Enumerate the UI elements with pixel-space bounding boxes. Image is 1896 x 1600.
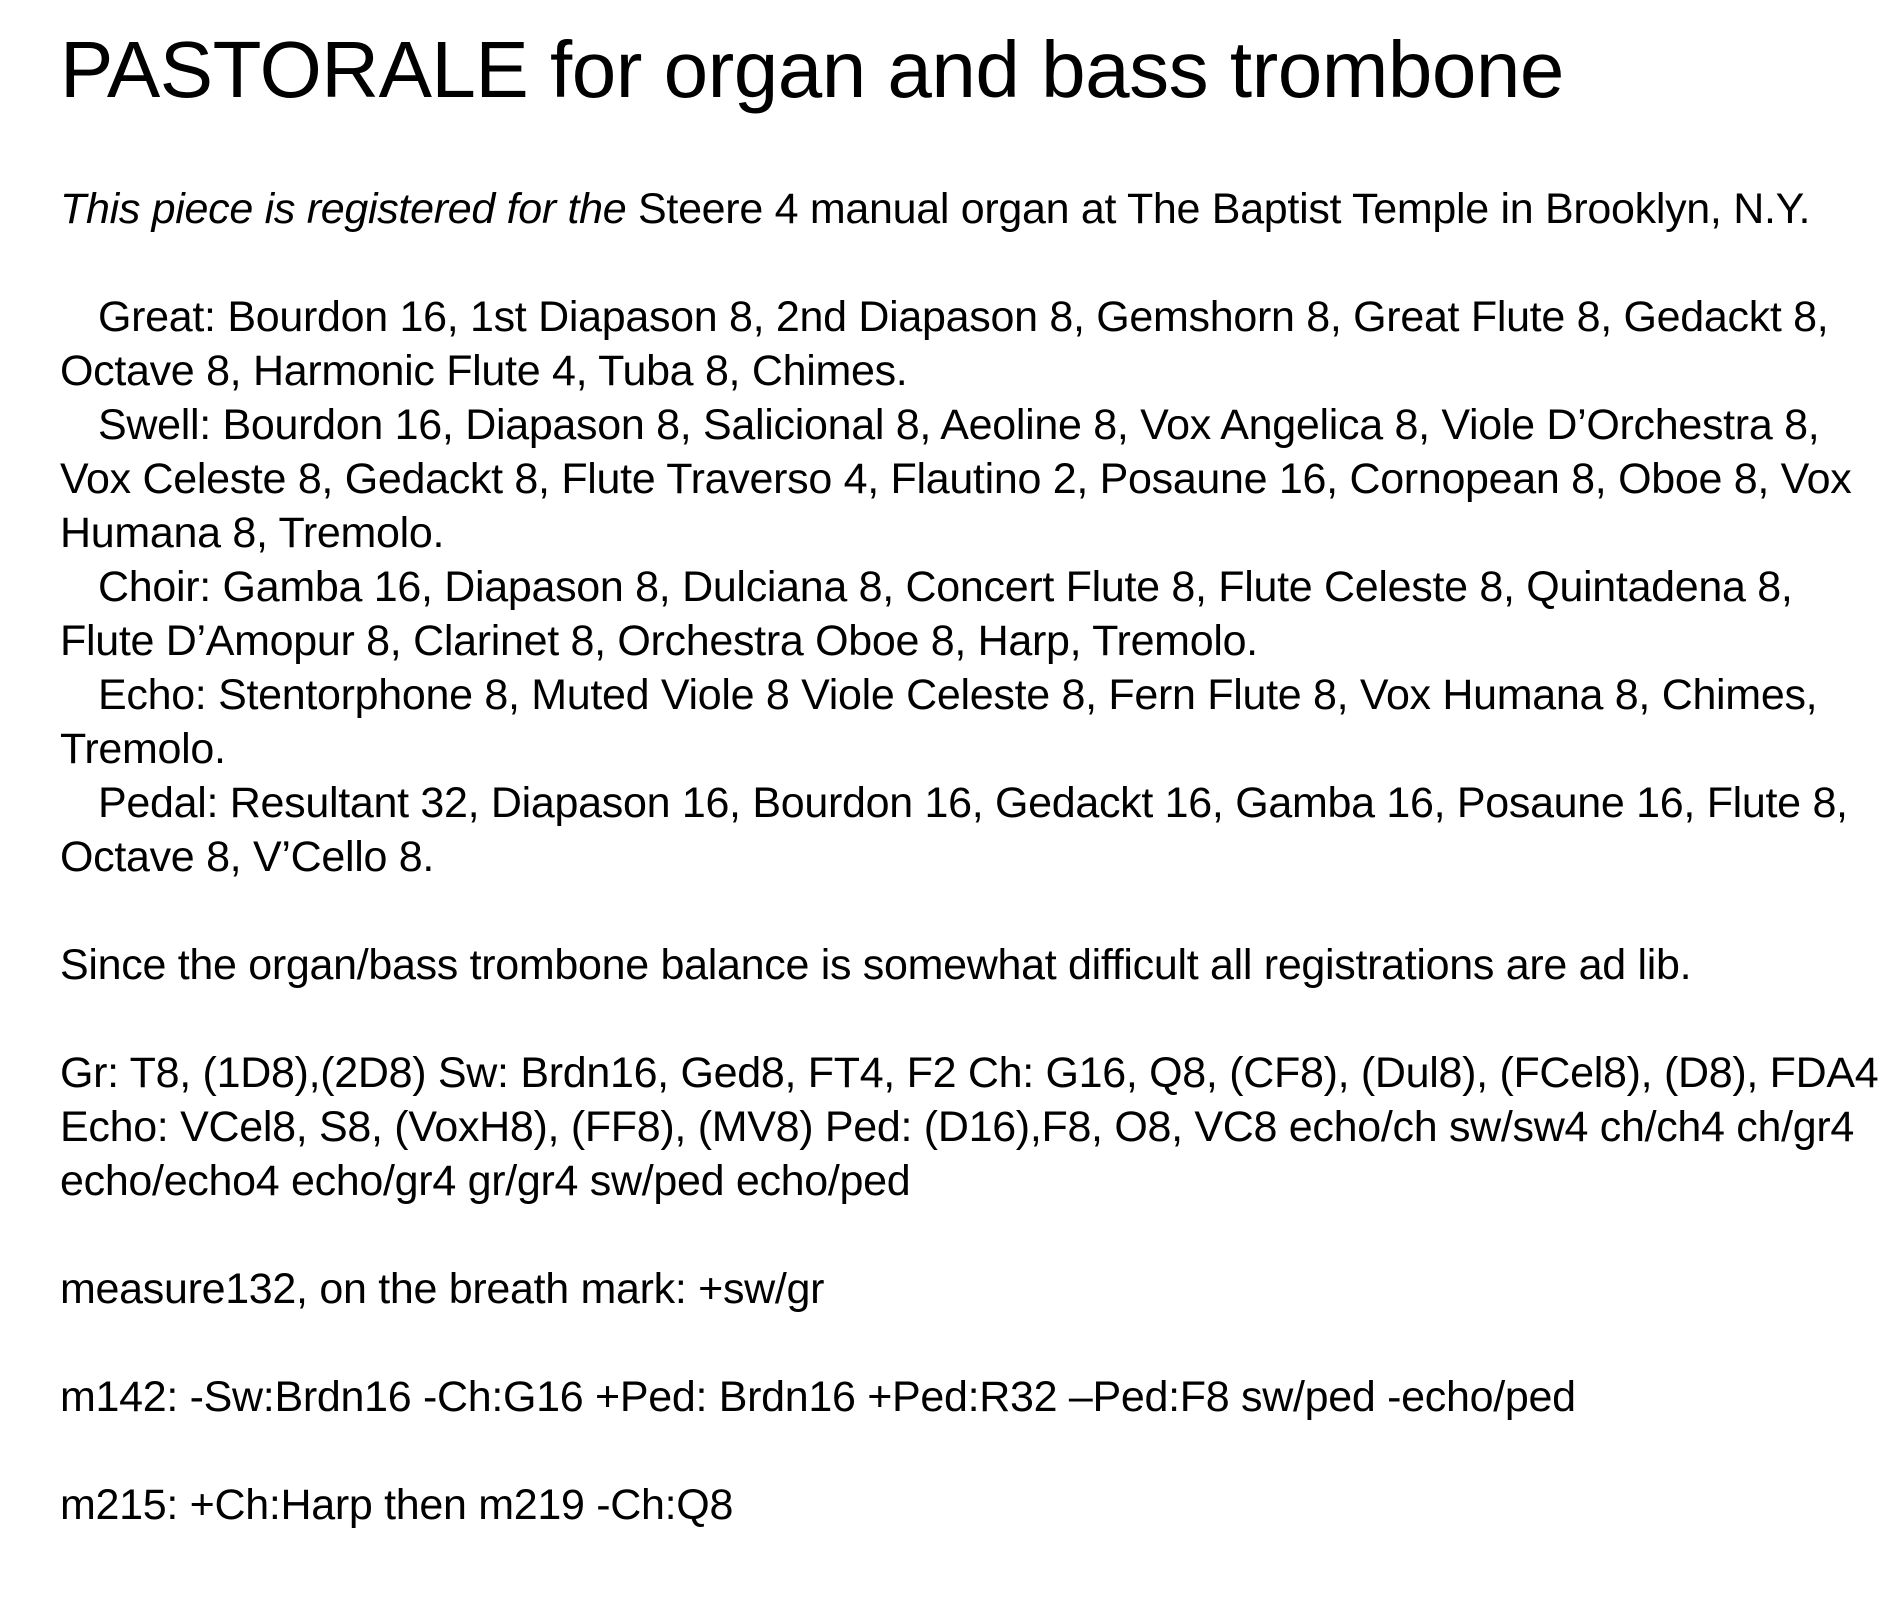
- measure-note: m142: -Sw:Brdn16 -Ch:G16 +Ped: Brdn16 +Ped:R32 –Ped:F8 sw/ped -echo/ped: [60, 1373, 1576, 1421]
- division-pedal: [60, 776, 1890, 884]
- intro-paragraph: [60, 182, 1890, 236]
- division-label: Choir:: [98, 563, 211, 611]
- document-page: [60, 20, 1890, 1532]
- balance-note: Since the organ/bass trombone balance is somewhat difficult all registrations are ad lib.: [60, 941, 1692, 989]
- intro-italic-text: This piece is registered for the: [60, 185, 627, 233]
- division-stops: Stentorphone 8, Muted Viole 8 Viole Celeste 8, Fern Flute 8, Vox Humana 8, Chimes, Tremolo.: [60, 671, 1818, 773]
- division-label: Swell:: [98, 401, 211, 449]
- intro-text: Steere 4 manual organ at The Baptist Temple in Brooklyn, N.Y.: [626, 185, 1811, 233]
- division-stops: Resultant 32, Diapason 16, Bourdon 16, Gedackt 16, Gamba 16, Posaune 16, Flute 8, Octave 8, V’Cello 8.: [60, 779, 1848, 881]
- measure-note: measure132, on the breath mark: +sw/gr: [60, 1265, 825, 1313]
- measure-note: m215: +Ch:Harp then m219 -Ch:Q8: [60, 1481, 734, 1529]
- organ-divisions: [60, 290, 1890, 884]
- division-stops: Bourdon 16, 1st Diapason 8, 2nd Diapason 8, Gemshorn 8, Great Flute 8, Gedackt 8, Octave 8, Harmonic Flute 4, Tuba 8, Chimes.: [60, 293, 1829, 395]
- division-swell: [60, 398, 1890, 560]
- division-stops: Gamba 16, Diapason 8, Dulciana 8, Concert Flute 8, Flute Celeste 8, Quintadena 8, Flute D’Amopur 8, Clarinet 8, Orchestra Oboe 8, Harp, Tremolo.: [60, 563, 1793, 665]
- division-label: Pedal:: [98, 779, 219, 827]
- division-echo: [60, 668, 1890, 776]
- registration-paragraph: Gr: T8, (1D8),(2D8) Sw: Brdn16, Ged8, FT4, F2 Ch: G16, Q8, (CF8), (Dul8), (FCel8), (D8), FDA4 Echo: VCel8, S8, (VoxH8), (FF8), (MV8) Ped: (D16),F8, O8, VC8 echo/ch sw/sw4 ch/ch4 ch/gr4 echo/echo4 echo/gr4 gr/gr4 sw/ped echo/ped: [60, 1049, 1879, 1205]
- document-title: PASTORALE for organ and bass trombone: [60, 25, 1564, 114]
- division-label: Great:: [98, 293, 216, 341]
- division-choir: [60, 560, 1890, 668]
- division-label: Echo:: [98, 671, 207, 719]
- division-stops: Bourdon 16, Diapason 8, Salicional 8, Aeoline 8, Vox Angelica 8, Viole D’Orchestra 8, Vox Celeste 8, Gedackt 8, Flute Traverso 4, Flautino 2, Posaune 16, Cornopean 8, Oboe 8, Vox Humana 8, Tremolo.: [60, 401, 1852, 557]
- division-great: [60, 290, 1890, 398]
